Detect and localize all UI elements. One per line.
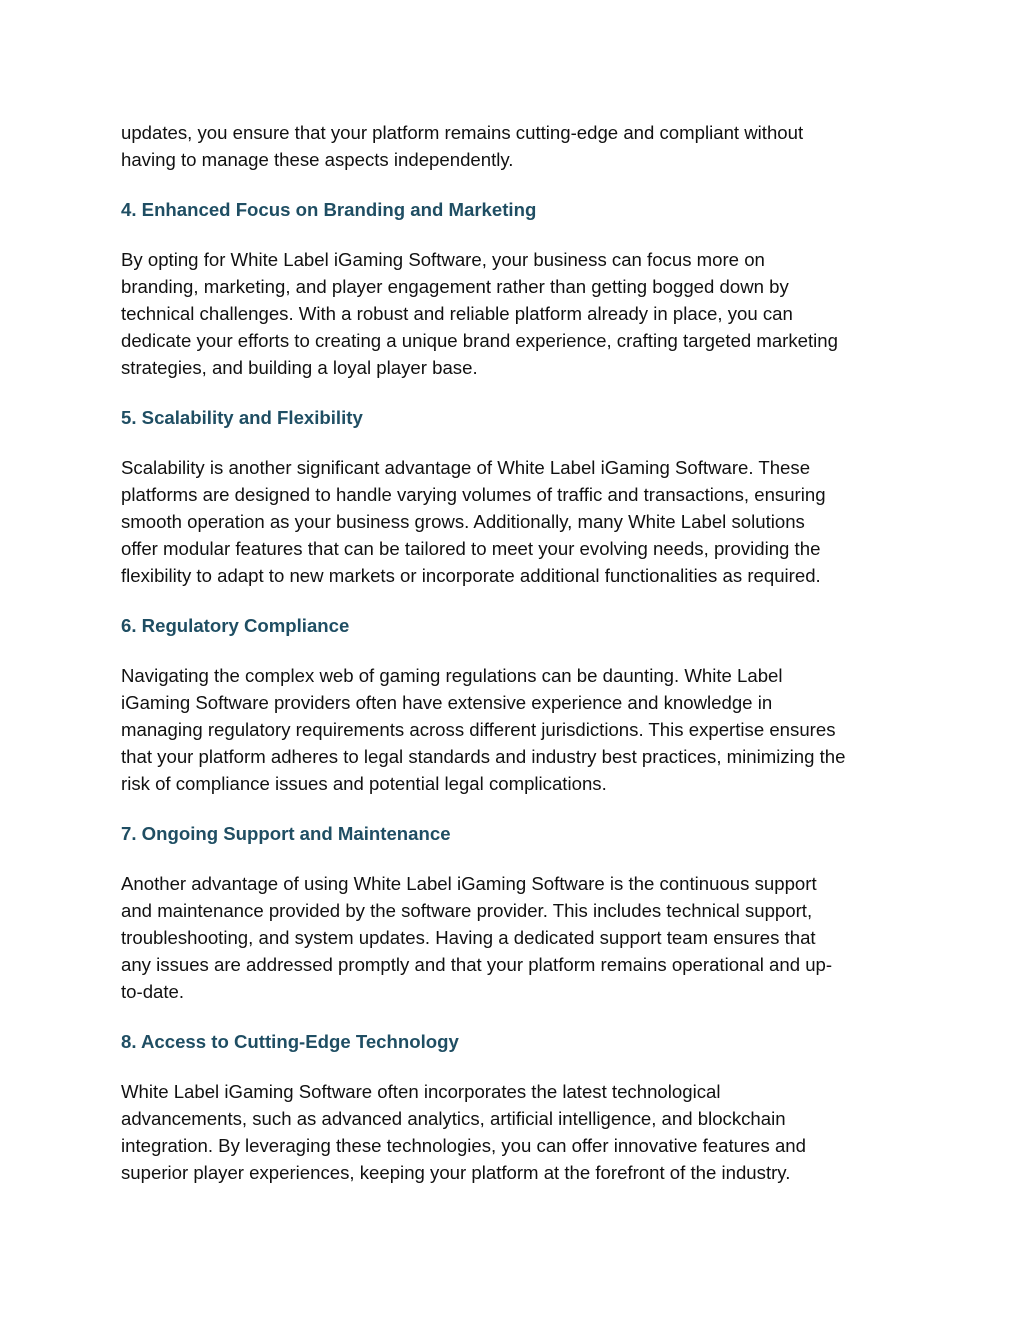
section-heading-scalability: 5. Scalability and Flexibility (121, 407, 363, 428)
section-paragraph-branding (121, 246, 911, 381)
section-paragraph-compliance (121, 662, 911, 797)
text-line: any issues are addressed promptly and that your platform remains operational and up- (121, 954, 833, 975)
text-line: flexibility to adapt to new markets or incorporate additional functionalities as required. (121, 565, 821, 586)
text-line: platforms are designed to handle varying volumes of traffic and transactions, ensuring (121, 484, 826, 505)
text-line: dedicate your efforts to creating a unique brand experience, crafting targeted marketing (121, 330, 838, 351)
text-line: Navigating the complex web of gaming regulations can be daunting. White Label (121, 665, 783, 686)
text-line: branding, marketing, and player engagement rather than getting bogged down by (121, 276, 789, 297)
text-line: superior player experiences, keeping your platform at the forefront of the industry. (121, 1162, 791, 1183)
section-heading-branding: 4. Enhanced Focus on Branding and Marketing (121, 199, 537, 220)
section-paragraph-support (121, 870, 911, 1005)
section-paragraph-scalability (121, 454, 911, 589)
text-line: to-date. (121, 981, 185, 1002)
text-line: By opting for White Label iGaming Software, your business can focus more on (121, 249, 765, 270)
text-line: that your platform adheres to legal standards and industry best practices, minimizing the (121, 746, 846, 767)
text-line: updates, you ensure that your platform remains cutting-edge and compliant without (121, 122, 804, 143)
text-line: risk of compliance issues and potential legal complications. (121, 773, 607, 794)
section-heading-compliance: 6. Regulatory Compliance (121, 615, 350, 636)
text-line: Another advantage of using White Label iGaming Software is the continuous support (121, 873, 817, 894)
text-line: and maintenance provided by the software provider. This includes technical support, (121, 900, 813, 921)
text-line: managing regulatory requirements across different jurisdictions. This expertise ensures (121, 719, 836, 740)
text-line: advancements, such as advanced analytics, artificial intelligence, and blockchain (121, 1108, 786, 1129)
text-line: offer modular features that can be tailored to meet your evolving needs, providing the (121, 538, 821, 559)
text-line: technical challenges. With a robust and reliable platform already in place, you can (121, 303, 793, 324)
text-line: smooth operation as your business grows. Additionally, many White Label solutions (121, 511, 805, 532)
section-paragraph-technology (121, 1078, 911, 1186)
text-line: iGaming Software providers often have extensive experience and knowledge in (121, 692, 773, 713)
text-line: troubleshooting, and system updates. Having a dedicated support team ensures that (121, 927, 816, 948)
section-heading-technology: 8. Access to Cutting-Edge Technology (121, 1031, 459, 1052)
text-line: integration. By leveraging these technologies, you can offer innovative features and (121, 1135, 806, 1156)
text-line: Scalability is another significant advantage of White Label iGaming Software. These (121, 457, 811, 478)
text-line: White Label iGaming Software often incorporates the latest technological (121, 1081, 721, 1102)
text-line: having to manage these aspects independently. (121, 149, 514, 170)
document-page (121, 119, 911, 1186)
section-heading-support: 7. Ongoing Support and Maintenance (121, 823, 451, 844)
intro-paragraph (121, 119, 911, 173)
text-line: strategies, and building a loyal player base. (121, 357, 478, 378)
